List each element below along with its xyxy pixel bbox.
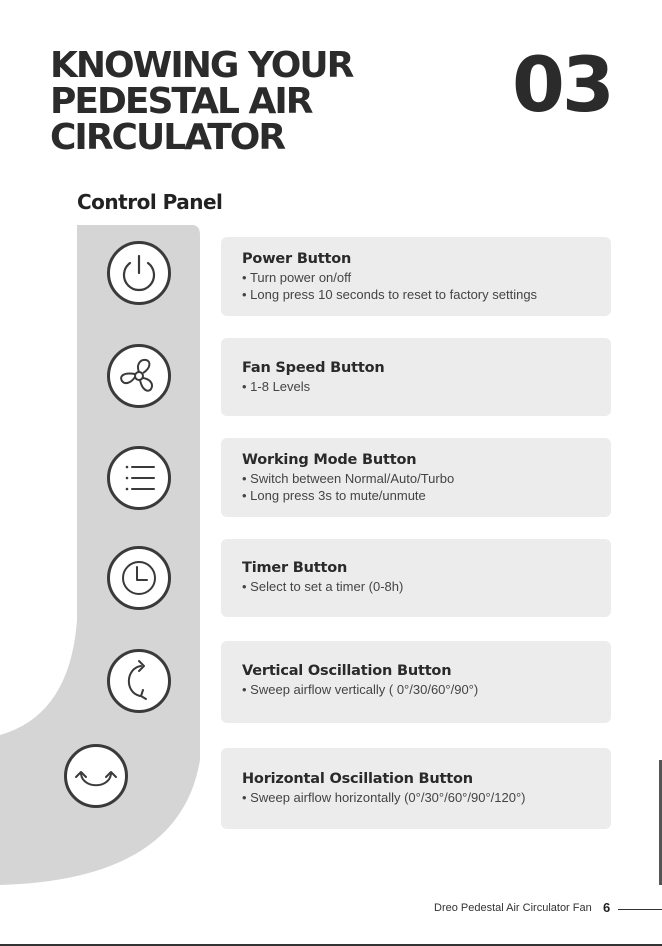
card-line: • Switch between Normal/Auto/Turbo: [242, 470, 591, 487]
card-line: • Long press 3s to mute/unmute: [242, 487, 591, 504]
title-line-1: KNOWING YOUR: [50, 45, 353, 86]
footer-divider: [618, 909, 662, 910]
power-button-card: [221, 237, 611, 316]
card-line: • 1-8 Levels: [242, 378, 591, 395]
title-line-3: CIRCULATOR: [50, 117, 285, 158]
card-line: • Sweep airflow horizontally (0°/30°/60°/90°/120°): [242, 789, 591, 806]
vertical-oscillation-button-card: [221, 641, 611, 723]
card-title: Power Button: [242, 251, 352, 267]
fan-speed-button-card: [221, 338, 611, 416]
page-title: [50, 45, 353, 158]
card-line: • Select to set a timer (0-8h): [242, 578, 591, 595]
list-icon[interactable]: [107, 446, 171, 510]
card-title: Working Mode Button: [242, 452, 417, 468]
horizontal-oscillation-icon[interactable]: [64, 744, 128, 808]
working-mode-button-card: [221, 438, 611, 517]
chapter-number: 03: [512, 40, 612, 129]
vertical-oscillation-icon[interactable]: [107, 649, 171, 713]
power-icon[interactable]: [107, 241, 171, 305]
clock-icon[interactable]: [107, 546, 171, 610]
timer-button-card: [221, 539, 611, 617]
card-title: Timer Button: [242, 560, 348, 576]
footer-text: Dreo Pedestal Air Circulator Fan: [434, 902, 592, 914]
title-line-2: PEDESTAL AIR: [50, 81, 312, 122]
card-title: Horizontal Oscillation Button: [242, 771, 473, 787]
card-line: • Sweep airflow vertically ( 0°/30/60°/90°): [242, 681, 591, 698]
horizontal-oscillation-button-card: [221, 748, 611, 829]
card-title: Fan Speed Button: [242, 360, 385, 376]
section-title: Control Panel: [77, 190, 223, 214]
card-line: • Turn power on/off: [242, 269, 591, 286]
page-number: 6: [603, 900, 611, 915]
card-line: • Long press 10 seconds to reset to factory settings: [242, 286, 591, 303]
card-title: Vertical Oscillation Button: [242, 663, 452, 679]
fan-icon[interactable]: [107, 344, 171, 408]
